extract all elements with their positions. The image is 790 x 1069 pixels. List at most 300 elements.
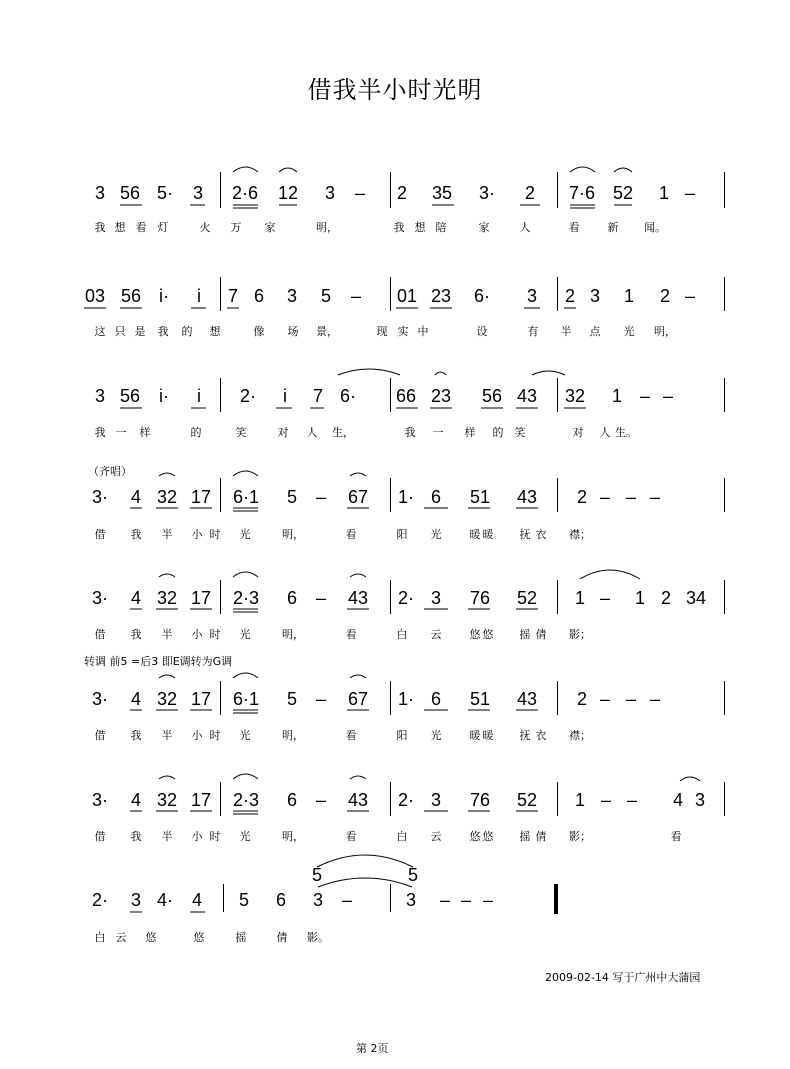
slur-mark bbox=[233, 673, 258, 678]
note: 56 bbox=[119, 183, 141, 203]
lyric-syllable: 新 bbox=[607, 221, 619, 234]
note: – bbox=[684, 183, 696, 203]
lyric-syllable: 悠 bbox=[145, 931, 157, 944]
lyric-syllable: 的 bbox=[181, 325, 193, 338]
bar-line bbox=[724, 478, 725, 512]
lyric-syllable: 悠 bbox=[469, 830, 481, 843]
note: 5 bbox=[320, 286, 332, 306]
lyric-syllable: 半 bbox=[161, 830, 173, 843]
note: 51 bbox=[469, 487, 491, 507]
note: 3· bbox=[91, 689, 109, 709]
note: 2· bbox=[91, 890, 109, 910]
note: 1 bbox=[574, 790, 586, 810]
note: 4 bbox=[191, 890, 203, 910]
note: 67 bbox=[347, 487, 369, 507]
note: 6·1 bbox=[232, 487, 260, 507]
bar-line bbox=[390, 884, 391, 912]
note: 2 bbox=[396, 183, 408, 203]
lyric-syllable: 看 bbox=[345, 528, 357, 541]
note: – bbox=[599, 588, 611, 608]
lyric-syllable: 悠 bbox=[193, 931, 205, 944]
note: i· bbox=[159, 286, 169, 306]
lyric-syllable: 摇 bbox=[235, 931, 247, 944]
note: – bbox=[315, 588, 327, 608]
note: 52 bbox=[516, 790, 538, 810]
lyric-syllable: 半 bbox=[161, 729, 173, 742]
note: 4 bbox=[130, 588, 142, 608]
note: – bbox=[625, 487, 637, 507]
note: – bbox=[354, 183, 366, 203]
lyric-syllable: 抚 bbox=[519, 528, 531, 541]
note: 3 bbox=[130, 890, 142, 910]
lyric-syllable: 阳 bbox=[396, 729, 408, 742]
note: 2·6 bbox=[231, 183, 259, 203]
note: 32 bbox=[156, 487, 178, 507]
note: 3 bbox=[589, 286, 601, 306]
lyric-syllable: 现 bbox=[376, 325, 388, 338]
slur-mark bbox=[279, 168, 297, 172]
slur-mark bbox=[159, 574, 175, 577]
bar-line bbox=[390, 782, 391, 816]
note: 1 bbox=[574, 588, 586, 608]
note: 43 bbox=[516, 689, 538, 709]
slur-mark bbox=[350, 473, 366, 476]
lyric-syllable: 时 bbox=[209, 528, 221, 541]
bar-line bbox=[220, 277, 221, 311]
note: – bbox=[625, 689, 637, 709]
chorus-annotation: （齐唱） bbox=[88, 465, 132, 478]
lyric-syllable: 云 bbox=[430, 628, 442, 641]
slur-mark bbox=[233, 774, 258, 779]
lyric-syllable: 我 bbox=[157, 325, 169, 338]
note: 4 bbox=[130, 689, 142, 709]
lyric-syllable: 笑 bbox=[235, 426, 247, 439]
note: 4 bbox=[130, 790, 142, 810]
note: 43 bbox=[516, 487, 538, 507]
lyric-syllable: 悠 bbox=[482, 628, 494, 641]
note: 1· bbox=[397, 689, 415, 709]
bar-line bbox=[557, 782, 558, 816]
lyric-syllable: 我 bbox=[130, 628, 142, 641]
lyric-syllable: 实 bbox=[397, 325, 409, 338]
lyric-syllable: 看 bbox=[135, 221, 147, 234]
lyric-syllable: 光 bbox=[239, 830, 251, 843]
note: 52 bbox=[612, 183, 634, 203]
lyric-syllable: 是 bbox=[134, 325, 146, 338]
slur-mark bbox=[350, 776, 366, 779]
lyric-syllable: 光 bbox=[239, 729, 251, 742]
note: 17 bbox=[190, 588, 212, 608]
lyric-syllable: 云 bbox=[430, 830, 442, 843]
lyric-syllable: 借 bbox=[94, 528, 106, 541]
lyric-syllable: 的 bbox=[492, 426, 504, 439]
note: – bbox=[439, 890, 451, 910]
note: 6 bbox=[286, 790, 298, 810]
lyric-syllable: 场 bbox=[287, 325, 299, 338]
note: 66 bbox=[395, 386, 417, 406]
note: 34 bbox=[685, 588, 707, 608]
note: i· bbox=[159, 386, 169, 406]
lyric-syllable: 家 bbox=[264, 221, 276, 234]
note: 17 bbox=[190, 689, 212, 709]
note: 3 bbox=[286, 286, 298, 306]
lyric-syllable: 看 bbox=[345, 830, 357, 843]
slur-mark bbox=[233, 167, 258, 172]
note: 6· bbox=[339, 386, 357, 406]
lyric-syllable: 襟； bbox=[569, 729, 591, 742]
note: – bbox=[649, 689, 661, 709]
lyric-syllable: 这 bbox=[94, 325, 106, 338]
note: 76 bbox=[469, 588, 491, 608]
note: 2· bbox=[239, 386, 257, 406]
lyric-syllable: 暖 bbox=[469, 528, 481, 541]
note: i bbox=[283, 386, 287, 406]
note: 3 bbox=[312, 890, 324, 910]
lyric-syllable: 白 bbox=[396, 628, 408, 641]
lyric-syllable: 点 bbox=[589, 325, 601, 338]
note: 76 bbox=[469, 790, 491, 810]
note: – bbox=[482, 890, 494, 910]
lyric-syllable: 家 bbox=[478, 221, 490, 234]
lyric-syllable: 影。 bbox=[307, 931, 329, 944]
bar-line bbox=[557, 478, 558, 512]
note: – bbox=[649, 487, 661, 507]
note: 3 bbox=[192, 183, 204, 203]
note: 7 bbox=[312, 386, 324, 406]
bar-line bbox=[557, 277, 558, 311]
note: 1 bbox=[611, 386, 623, 406]
note: 23 bbox=[430, 286, 452, 306]
lyric-syllable: 暖 bbox=[482, 528, 494, 541]
slur-mark bbox=[233, 471, 258, 476]
note: 2 bbox=[660, 588, 672, 608]
lyric-syllable: 借 bbox=[94, 830, 106, 843]
bar-line bbox=[390, 378, 391, 412]
note: 32 bbox=[564, 386, 586, 406]
note: – bbox=[684, 286, 696, 306]
lyric-syllable: 笑 bbox=[514, 426, 526, 439]
page-title: 借我半小时光明 bbox=[307, 76, 483, 104]
note: 2· bbox=[397, 790, 415, 810]
note: 6·1 bbox=[232, 689, 260, 709]
final-bar-line bbox=[555, 884, 558, 914]
lyric-syllable: 时 bbox=[209, 628, 221, 641]
lyric-syllable: 明， bbox=[282, 528, 304, 541]
lyric-syllable: 我 bbox=[94, 221, 106, 234]
bar-line bbox=[220, 681, 221, 715]
lyric-syllable: 看 bbox=[670, 830, 682, 843]
lyric-syllable: 光 bbox=[430, 729, 442, 742]
note: 67 bbox=[347, 689, 369, 709]
lyric-syllable: 看 bbox=[345, 628, 357, 641]
note: 3· bbox=[91, 588, 109, 608]
lyric-syllable: 小 bbox=[191, 830, 203, 843]
bar-line bbox=[390, 580, 391, 614]
lyric-syllable: 暖 bbox=[469, 729, 481, 742]
lyric-syllable: 时 bbox=[209, 830, 221, 843]
note: 3· bbox=[91, 487, 109, 507]
note: 32 bbox=[156, 790, 178, 810]
note: 3 bbox=[405, 890, 417, 910]
note: 56 bbox=[120, 286, 142, 306]
lyric-syllable: 像 bbox=[253, 325, 265, 338]
note: 43 bbox=[347, 790, 369, 810]
slur-mark bbox=[680, 777, 700, 781]
lyric-syllable: 人 bbox=[306, 426, 318, 439]
bar-line bbox=[724, 580, 725, 614]
lyric-syllable: 我 bbox=[130, 830, 142, 843]
note: 1· bbox=[397, 487, 415, 507]
lyric-syllable: 火 bbox=[199, 221, 211, 234]
slur-mark bbox=[570, 167, 595, 172]
lyric-syllable: 光 bbox=[239, 628, 251, 641]
date-place-footer: 2009-02-14 写于广州中大蒲园 bbox=[545, 971, 701, 984]
lyric-syllable: 悠 bbox=[482, 830, 494, 843]
lyric-syllable: 设 bbox=[476, 325, 488, 338]
note: 23 bbox=[430, 386, 452, 406]
lyric-syllable: 我 bbox=[130, 729, 142, 742]
lyric-syllable: 的 bbox=[190, 426, 202, 439]
note: 5 bbox=[286, 487, 298, 507]
lyric-syllable: 明， bbox=[654, 325, 676, 338]
bar-line bbox=[724, 277, 725, 311]
lyric-syllable: 人 bbox=[599, 426, 611, 439]
bar-line bbox=[220, 580, 221, 614]
note: 3· bbox=[91, 790, 109, 810]
note: – bbox=[341, 890, 353, 910]
slur-mark bbox=[318, 878, 412, 887]
lyric-syllable: 衣 bbox=[535, 528, 547, 541]
lyric-syllable: 灯 bbox=[157, 221, 169, 234]
note: 1 bbox=[658, 183, 670, 203]
note: 5· bbox=[156, 183, 174, 203]
lyric-syllable: 明， bbox=[282, 628, 304, 641]
note: 56 bbox=[481, 386, 503, 406]
note: 3 bbox=[526, 286, 538, 306]
lyric-syllable: 对 bbox=[572, 426, 584, 439]
note: 5 bbox=[286, 689, 298, 709]
slur-mark bbox=[159, 776, 175, 779]
lyric-syllable: 倩 bbox=[535, 830, 547, 843]
lyric-syllable: 衣 bbox=[535, 729, 547, 742]
lyric-syllable: 有 bbox=[527, 325, 539, 338]
note: 3 bbox=[430, 588, 442, 608]
note: 1 bbox=[634, 588, 646, 608]
note: 6 bbox=[253, 286, 265, 306]
note: 43 bbox=[516, 386, 538, 406]
lyric-syllable: 样 bbox=[464, 426, 476, 439]
page-number: 第 2页 bbox=[356, 1042, 389, 1055]
note: 17 bbox=[190, 790, 212, 810]
lyric-syllable: 半 bbox=[560, 325, 572, 338]
slur-mark bbox=[338, 369, 400, 375]
bar-line bbox=[557, 378, 558, 412]
note: – bbox=[600, 790, 612, 810]
lyric-syllable: 半 bbox=[161, 628, 173, 641]
lyric-syllable: 明， bbox=[282, 830, 304, 843]
bar-line bbox=[390, 277, 391, 311]
lyric-syllable: 我 bbox=[404, 426, 416, 439]
lyric-syllable: 只 bbox=[114, 325, 126, 338]
lyric-syllable: 光 bbox=[623, 325, 635, 338]
note: – bbox=[315, 689, 327, 709]
note: 2·3 bbox=[232, 790, 260, 810]
note: 12 bbox=[277, 183, 299, 203]
bar-line bbox=[390, 681, 391, 715]
note: 01 bbox=[396, 286, 418, 306]
note: 2 bbox=[659, 286, 671, 306]
note: 2·3 bbox=[232, 588, 260, 608]
bar-line bbox=[724, 172, 725, 208]
lyric-syllable: 悠 bbox=[469, 628, 481, 641]
note: – bbox=[350, 286, 362, 306]
note: 32 bbox=[156, 588, 178, 608]
slur-mark bbox=[233, 572, 258, 577]
note: 6· bbox=[473, 286, 491, 306]
note: 51 bbox=[469, 689, 491, 709]
lyric-syllable: 景， bbox=[316, 325, 338, 338]
slur-mark bbox=[350, 574, 366, 577]
note: – bbox=[639, 386, 651, 406]
lyric-syllable: 借 bbox=[94, 628, 106, 641]
note: 3 bbox=[430, 790, 442, 810]
lyric-syllable: 暖 bbox=[482, 729, 494, 742]
note: 2 bbox=[576, 487, 588, 507]
note: i bbox=[197, 386, 201, 406]
slur-mark bbox=[317, 855, 413, 867]
bar-line bbox=[724, 378, 725, 412]
note: – bbox=[599, 689, 611, 709]
lyric-syllable: 对 bbox=[277, 426, 289, 439]
lyric-syllable: 光 bbox=[239, 528, 251, 541]
lyric-syllable: 想 bbox=[414, 221, 426, 234]
lyric-syllable: 样 bbox=[139, 426, 151, 439]
lyric-syllable: 小 bbox=[191, 628, 203, 641]
lyric-syllable: 云 bbox=[115, 931, 127, 944]
lyric-syllable: 抚 bbox=[519, 729, 531, 742]
upper-note: 5 bbox=[311, 865, 323, 885]
bar-line bbox=[220, 172, 221, 208]
slur-mark bbox=[532, 371, 565, 375]
bar-line bbox=[557, 681, 558, 715]
bar-line bbox=[724, 782, 725, 816]
note: 6 bbox=[430, 689, 442, 709]
lyric-syllable: 人 bbox=[519, 221, 531, 234]
lyric-syllable: 倩 bbox=[276, 931, 288, 944]
upper-note: 5 bbox=[407, 865, 419, 885]
note: 4 bbox=[130, 487, 142, 507]
note: 7·6 bbox=[568, 183, 596, 203]
note: – bbox=[460, 890, 472, 910]
lyric-syllable: 时 bbox=[209, 729, 221, 742]
note: 32 bbox=[156, 689, 178, 709]
lyric-syllable: 万 bbox=[230, 221, 242, 234]
note: 2· bbox=[397, 588, 415, 608]
note: 3· bbox=[478, 183, 496, 203]
lyric-syllable: 小 bbox=[191, 528, 203, 541]
note: 1 bbox=[623, 286, 635, 306]
lyric-syllable: 摇 bbox=[519, 628, 531, 641]
note: – bbox=[626, 790, 638, 810]
note: 6 bbox=[430, 487, 442, 507]
note: 17 bbox=[190, 487, 212, 507]
bar-line bbox=[390, 478, 391, 512]
lyric-syllable: 一 bbox=[115, 426, 127, 439]
note: 3 bbox=[94, 386, 106, 406]
bar-line bbox=[220, 478, 221, 512]
lyric-syllable: 摇 bbox=[519, 830, 531, 843]
bar-line bbox=[220, 378, 221, 412]
lyric-syllable: 看 bbox=[568, 221, 580, 234]
note: 56 bbox=[119, 386, 141, 406]
note: 5 bbox=[238, 890, 250, 910]
slur-mark bbox=[350, 675, 366, 678]
note: 2 bbox=[524, 183, 536, 203]
note: – bbox=[662, 386, 674, 406]
note: 2 bbox=[576, 689, 588, 709]
note: 2 bbox=[564, 286, 576, 306]
note: 6 bbox=[286, 588, 298, 608]
lyric-syllable: 一 bbox=[432, 426, 444, 439]
note: 4· bbox=[156, 890, 174, 910]
note: 3 bbox=[694, 790, 706, 810]
lyric-syllable: 闻。 bbox=[644, 221, 666, 234]
lyric-syllable: 小 bbox=[191, 729, 203, 742]
lyric-syllable: 影； bbox=[569, 830, 591, 843]
lyric-syllable: 白 bbox=[396, 830, 408, 843]
lyric-syllable: 生， bbox=[332, 426, 354, 439]
bar-line bbox=[724, 681, 725, 715]
note: 03 bbox=[84, 286, 106, 306]
slur-mark bbox=[159, 675, 175, 678]
lyric-syllable: 借 bbox=[94, 729, 106, 742]
note: 6 bbox=[275, 890, 287, 910]
note: – bbox=[315, 487, 327, 507]
lyric-syllable: 生。 bbox=[615, 426, 637, 439]
lyric-syllable: 襟； bbox=[569, 528, 591, 541]
slur-mark bbox=[580, 570, 640, 579]
note: i bbox=[197, 286, 201, 306]
lyric-syllable: 光 bbox=[430, 528, 442, 541]
note: 4 bbox=[672, 790, 684, 810]
note: 52 bbox=[516, 588, 538, 608]
lyric-syllable: 中 bbox=[417, 325, 429, 338]
lyric-syllable: 陪 bbox=[435, 221, 447, 234]
bar-line bbox=[557, 172, 558, 208]
bar-line bbox=[223, 884, 224, 912]
note: 43 bbox=[347, 588, 369, 608]
slur-mark bbox=[435, 372, 446, 375]
lyric-syllable: 半 bbox=[161, 528, 173, 541]
bar-line bbox=[220, 782, 221, 816]
note: – bbox=[315, 790, 327, 810]
lyric-syllable: 倩 bbox=[535, 628, 547, 641]
lyric-syllable: 我 bbox=[130, 528, 142, 541]
lyric-syllable: 我 bbox=[393, 221, 405, 234]
lyric-syllable: 想 bbox=[114, 221, 126, 234]
note: 3 bbox=[324, 183, 336, 203]
lyric-syllable: 我 bbox=[94, 426, 106, 439]
lyric-syllable: 想 bbox=[209, 325, 221, 338]
modulation-annotation: 转调 前5 =后3 即E调转为G调 bbox=[84, 655, 233, 668]
lyric-syllable: 阳 bbox=[396, 528, 408, 541]
slur-mark bbox=[159, 473, 175, 476]
slur-mark bbox=[614, 168, 632, 172]
lyric-syllable: 看 bbox=[345, 729, 357, 742]
lyric-syllable: 明， bbox=[282, 729, 304, 742]
bar-line bbox=[557, 580, 558, 614]
note: – bbox=[599, 487, 611, 507]
